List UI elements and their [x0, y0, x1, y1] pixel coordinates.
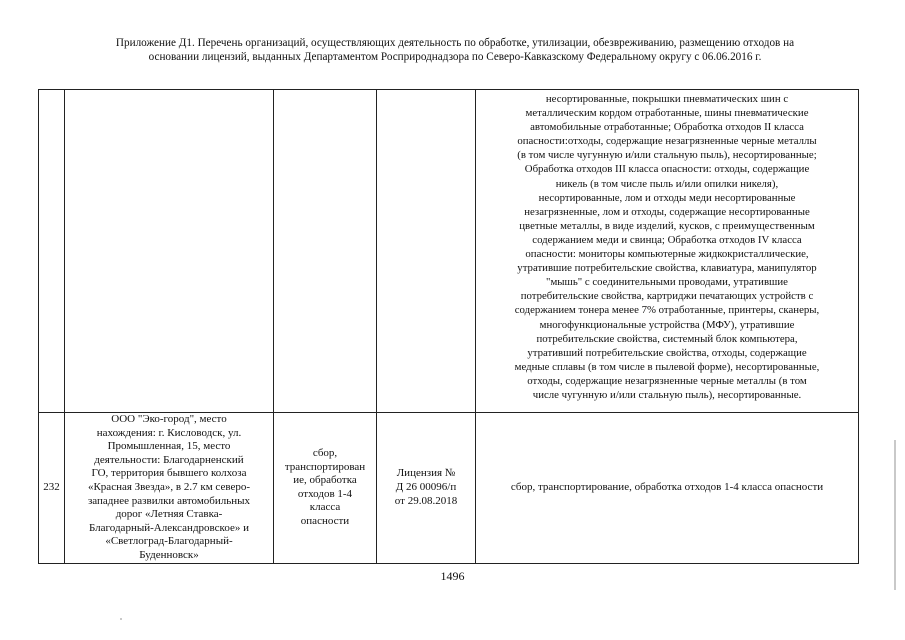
text-line: цветные металлы, в виде изделий, кусков, с преимущественным	[519, 219, 815, 232]
cell-organization-empty	[65, 90, 274, 413]
text-line: "мышь" с соединительными проводами, утратившие	[546, 276, 788, 289]
text-line: опасности: мониторы компьютерные жидкокристаллические,	[525, 248, 809, 261]
text-line: многофункциональные устройства (МФУ), утратившие	[539, 318, 795, 331]
cell-organization	[65, 413, 274, 564]
text-line: деятельности: Благодарненский	[94, 453, 244, 466]
text-line: потребительские свойства, системный блок компьютера,	[536, 332, 798, 345]
text-line: никель (в том числе пыль и/или опилки никеля),	[555, 177, 779, 190]
text-line: «Светлоград-Благодарный-	[105, 535, 233, 548]
text-line: нахождения: г. Кисловодск, ул.	[96, 426, 242, 439]
text-line: металлическим кордом отработанные, шины пневматические	[525, 107, 809, 120]
text-line: от 29.08.2018	[394, 494, 458, 507]
text-line: (в том числе чугунную и/или стальную пыль), несортированные;	[517, 149, 817, 162]
cell-waste-details: сбор, транспортирование, обработка отходов 1-4 класса опасности	[476, 413, 859, 564]
text-line: содержанием меди и свинца; Обработка отходов IV класса	[532, 233, 802, 246]
text-line: опасности	[300, 514, 350, 527]
document-header	[40, 36, 870, 64]
text-line: утративший потребительские свойства, отходы, содержащие	[527, 346, 807, 359]
header-line-2: основании лицензий, выданных Департаментом Росприроднадзора по Северо-Кавказскому Федеральному округу с 06.06.2016 г.	[148, 51, 762, 63]
text-line: числе чугунную и/или стальную пыль), несортированные.	[532, 388, 802, 401]
text-line: опасности:отходы, содержащие незагрязненные черные металлы	[517, 135, 817, 148]
text-line: потребительские свойства, картриджи печатающих устройств с	[520, 290, 814, 303]
text-line: Лицензия №	[396, 467, 456, 480]
text-line: несортированные, лом и отходы меди несортированные	[538, 191, 796, 204]
text-line: западнее развилки автомобильных	[87, 494, 251, 507]
text-line: несортированные, покрышки пневматических шин с	[545, 93, 789, 105]
cell-row-number: 232	[39, 413, 65, 564]
text-line: отходов 1-4	[297, 487, 353, 500]
licenses-table	[38, 89, 859, 564]
cell-activity-empty	[274, 90, 377, 413]
text-line: Д 26 00096/п	[395, 480, 457, 493]
text-line: содержанием тонера менее 7% отработанные, принтеры, сканеры,	[514, 304, 820, 317]
text-line: отходы, содержащие незагрязненные черные металлы (в том	[527, 374, 807, 387]
text-line: Буденновск»	[139, 548, 199, 561]
text-line: незагрязненные, лом и отходы, содержащие несортированные	[524, 205, 810, 218]
cell-license-empty	[377, 90, 476, 413]
cell-waste-details-continued	[476, 90, 859, 413]
header-line-1: Приложение Д1. Перечень организаций, осуществляющих деятельность по обработке, утилизации, обезвреживанию, размещению отходов на	[115, 37, 795, 49]
text-line: ГО, территория бывшего колхоза	[91, 467, 247, 480]
text-line: «Красная Звезда», в 2.7 км северо-	[87, 480, 251, 493]
text-line: медные сплавы (в том числе в пылевой форме), несортированные,	[514, 360, 820, 373]
text-line: сбор,	[312, 446, 338, 459]
text-line: утратившие потребительские свойства, клавиатура, манипулятор	[517, 262, 817, 275]
text-line: ООО "Эко-город", место	[111, 413, 227, 425]
text-line: Обработка отходов III класса опасности: отходы, содержащие	[524, 163, 810, 176]
text-line: Промышленная, 15, место	[107, 440, 231, 453]
cell-number-empty	[39, 90, 65, 413]
cell-activity	[274, 413, 377, 564]
page-number: 1496	[440, 569, 465, 583]
text-line: дорог «Летняя Ставка-	[115, 508, 223, 521]
text-line: Благодарный-Александровское» и	[89, 521, 249, 534]
text-line: класса	[309, 501, 341, 514]
scan-speck	[120, 618, 122, 620]
cell-license	[377, 413, 476, 564]
text-line: автомобильные отработанные; Обработка отходов II класса	[530, 121, 804, 134]
text-line: транспортирован	[284, 460, 366, 473]
table-row-continuation	[39, 90, 859, 413]
scan-edge-mark	[894, 440, 896, 590]
table-row-232	[39, 413, 859, 564]
text-line: ие, обработка	[293, 474, 357, 487]
